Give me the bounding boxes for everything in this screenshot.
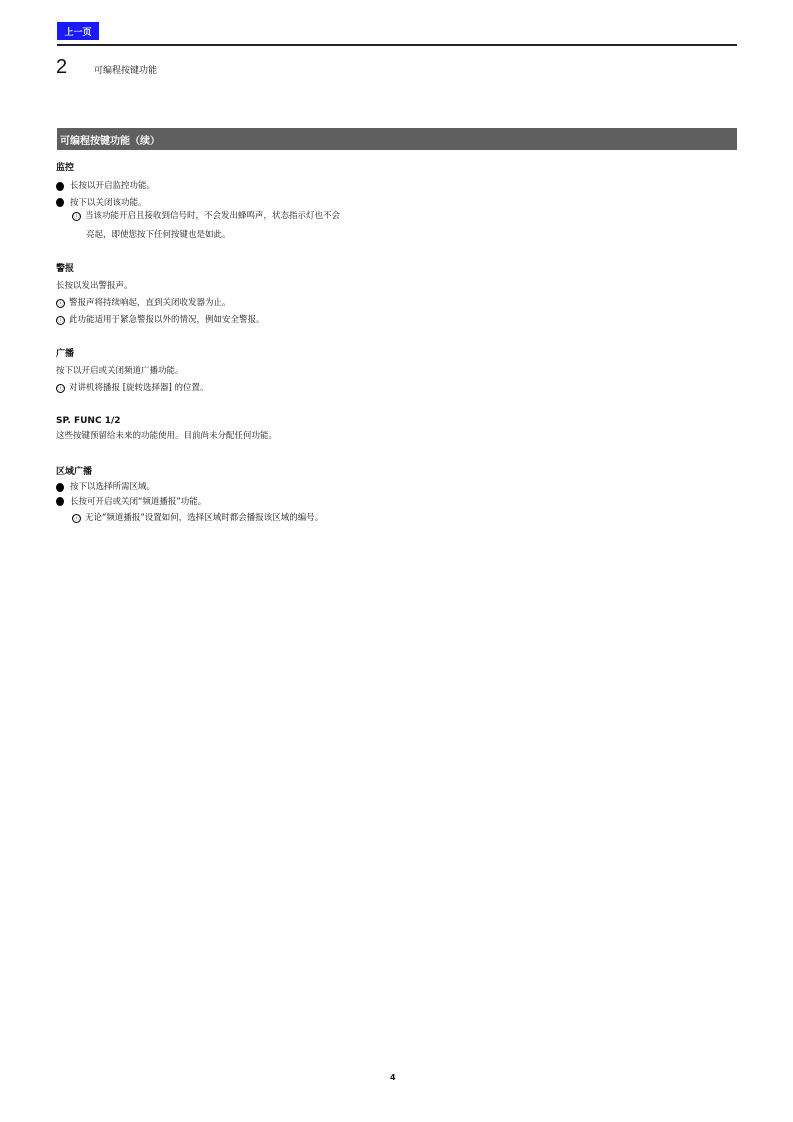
monitor-note xyxy=(56,208,736,225)
info-icon: ⓘ xyxy=(57,316,64,324)
monitor-bullet-2: 按下以关闭该功能。 xyxy=(70,197,147,208)
alarm-section xyxy=(56,263,736,329)
broadcast-heading: 广播 xyxy=(56,349,75,359)
monitor-bullet-1: 长按以开启监控功能。 xyxy=(70,181,156,191)
alarm-line-1: 长按以发出警报声。 xyxy=(56,281,133,291)
alarm-heading: 警报 xyxy=(56,264,75,274)
zone-note xyxy=(56,510,736,527)
info-icon: ⓘ xyxy=(57,299,64,307)
bullet-icon xyxy=(56,497,64,506)
zone-note-1-text: 无论“频道播报”设置如何，选择区域时都会播报该区域的编号。 xyxy=(85,513,324,523)
header-rule xyxy=(57,44,737,46)
broadcast-section xyxy=(56,348,736,397)
broadcast-note-1 xyxy=(56,380,736,397)
info-icon: ⓘ xyxy=(73,515,80,522)
alarm-note-2 xyxy=(56,312,736,329)
info-icon: ⓘ xyxy=(73,213,80,220)
monitor-section xyxy=(56,162,736,245)
alarm-note-1-text: 警报声将持续响起，直到关闭收发器为止。 xyxy=(69,297,231,308)
page-number: 4 xyxy=(390,1073,396,1082)
alarm-note-2-text: 此功能适用于紧急警报以外的情况，例如安全警报。 xyxy=(69,314,265,325)
bullet-icon xyxy=(56,483,64,492)
chapter-title: 可编程按键功能 xyxy=(94,66,158,76)
spfunc-heading: SP. FUNC 1/2 xyxy=(56,416,121,426)
zone-bullet-2: 长按可开启或关闭“频道播报”功能。 xyxy=(70,496,207,507)
spfunc-line-1: 这些按键预留给未来的功能使用。目前尚未分配任何功能。 xyxy=(56,431,278,441)
alarm-note-1 xyxy=(56,295,736,312)
spfunc-section xyxy=(56,415,736,445)
broadcast-note-1-text: 对讲机将播报 [旋转选择器] 的位置。 xyxy=(69,382,209,393)
bullet-icon xyxy=(56,182,64,191)
chapter-number: 2 xyxy=(56,56,68,78)
monitor-note-line-2: 亮起，即使您按下任何按键也是如此。 xyxy=(86,230,231,240)
monitor-note-line-1: 当该功能开启且接收到信号时，不会发出蜂鸣声，状态指示灯也不会 xyxy=(85,211,341,221)
monitor-heading: 监控 xyxy=(56,163,75,173)
zone-section xyxy=(56,466,736,527)
zone-heading: 区域广播 xyxy=(56,467,93,477)
info-icon: ⓘ xyxy=(57,384,64,392)
list-item xyxy=(56,494,736,511)
zone-bullet-1: 按下以选择所需区域。 xyxy=(70,482,156,492)
list-item xyxy=(56,178,736,195)
section-title: 可编程按键功能（续） xyxy=(60,135,160,147)
section-title-bar xyxy=(57,128,737,150)
bullet-icon xyxy=(56,198,64,207)
broadcast-line-1: 按下以开启或关闭频道广播功能。 xyxy=(56,366,184,376)
prev-page-button[interactable]: 上一页 xyxy=(57,22,99,40)
